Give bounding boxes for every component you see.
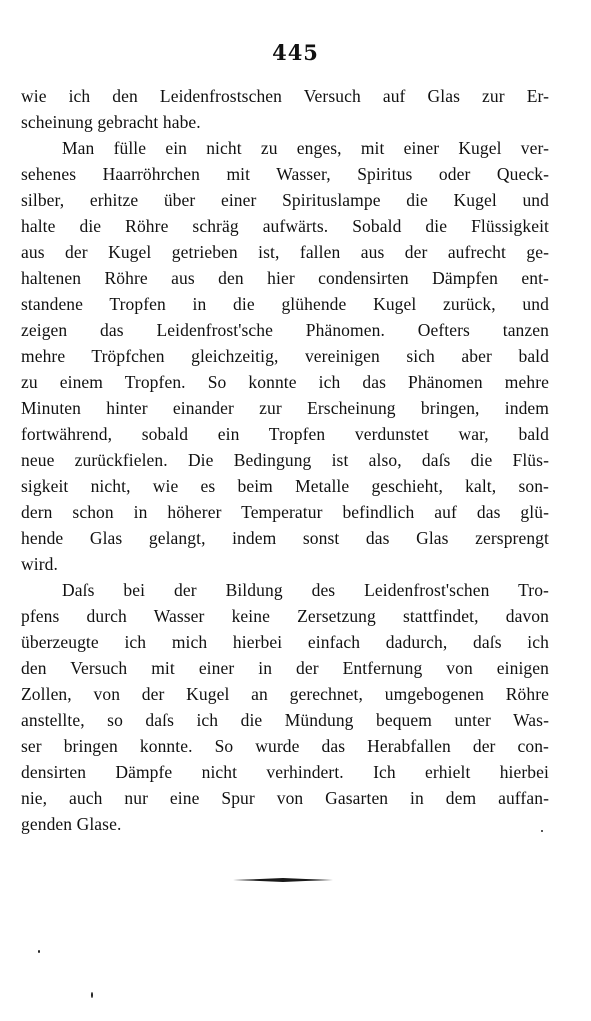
end-ornament [233, 877, 333, 883]
text-line: dern schon in höherer Temperatur befindlich auf das glü- [21, 502, 549, 522]
paper-speck [541, 830, 543, 832]
text-line: Man fülle ein nicht zu enges, mit einer Kugel ver- [62, 138, 549, 158]
text-line: genden Glase. [21, 814, 122, 834]
text-line: aus der Kugel getrieben ist, fallen aus der aufrecht ge- [21, 242, 549, 262]
text-line: zeigen das Leidenfrost'sche Phänomen. Oefters tanzen [21, 320, 549, 340]
text-line: sehenes Haarröhrchen mit Wasser, Spiritus oder Queck- [21, 164, 549, 184]
page-number: 445 [272, 40, 319, 65]
text-line: scheinung gebracht habe. [21, 112, 201, 132]
text-line: zu einem Tropfen. So konnte ich das Phänomen mehre [21, 372, 549, 392]
text-line: überzeugte ich mich hierbei einfach dadurch, daſs ich [21, 632, 549, 652]
text-line: den Versuch mit einer in der Entfernung von einigen [21, 658, 549, 678]
text-line: wird. [21, 554, 58, 574]
paper-speck [38, 950, 40, 953]
text-line: standene Tropfen in die glühende Kugel zurück, und [21, 294, 549, 314]
text-line: mehre Tröpfchen gleichzeitig, vereinigen sich aber bald [21, 346, 549, 366]
text-line: silber, erhitze über einer Spirituslampe die Kugel und [21, 190, 549, 210]
text-line: pfens durch Wasser keine Zersetzung stattfindet, davon [21, 606, 549, 626]
text-line: sigkeit nicht, wie es beim Metalle geschieht, kalt, son- [21, 476, 549, 496]
text-line: ser bringen konnte. So wurde das Herabfallen der con- [21, 736, 549, 756]
text-line: wie ich den Leidenfrostschen Versuch auf Glas zur Er- [21, 86, 549, 106]
text-line: fortwährend, sobald ein Tropfen verdunstet war, bald [21, 424, 549, 444]
paper-speck [91, 992, 93, 998]
text-line: neue zurückfielen. Die Bedingung ist also, daſs die Flüs- [21, 450, 549, 470]
text-line: Zollen, von der Kugel an gerechnet, umgebogenen Röhre [21, 684, 549, 704]
text-line: densirten Dämpfe nicht verhindert. Ich erhielt hierbei [21, 762, 549, 782]
text-line: Minuten hinter einander zur Erscheinung bringen, indem [21, 398, 549, 418]
body-text [21, 83, 549, 837]
text-line: nie, auch nur eine Spur von Gasarten in dem auffan- [21, 788, 549, 808]
text-line: hende Glas gelangt, indem sonst das Glas zersprengt [21, 528, 549, 548]
text-line: halte die Röhre schräg aufwärts. Sobald die Flüssigkeit [21, 216, 549, 236]
text-line: anstellte, so daſs ich die Mündung bequem unter Was- [21, 710, 549, 730]
text-line: Daſs bei der Bildung des Leidenfrost'schen Tro- [62, 580, 549, 600]
text-line: haltenen Röhre aus den hier condensirten Dämpfen ent- [21, 268, 549, 288]
